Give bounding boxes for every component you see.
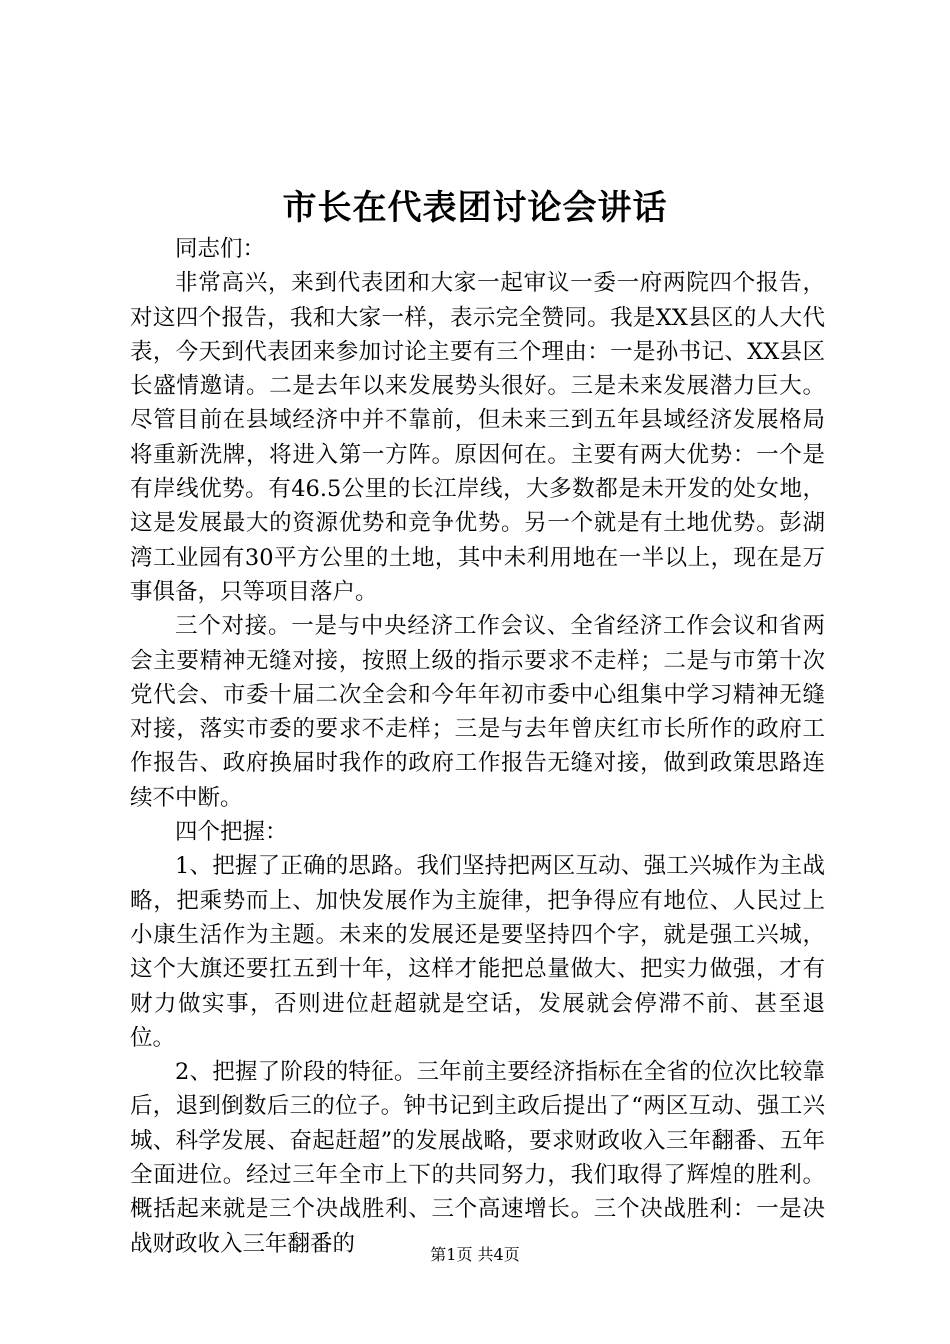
paragraph-salutation: 同志们： bbox=[175, 236, 266, 262]
paragraph-grasp-1: 1、把握了正确的思路。我们坚持把两区互动、强工兴城作为主战略，把乘势而上、加快发展作为主旋律，把争得应有地位、人民过上小康生活作为主题。未来的发展还是要坚持四个字，就是强工兴城，这个大旗还要扛五到十年，这样才能把总量做大、把实力做强，才有财力做实事，否则进位赶超就是空话，发展就会停滞不前、甚至退位。 bbox=[130, 853, 825, 1051]
paragraph-intro: 非常高兴，来到代表团和大家一起审议一委一府两院四个报告，对这四个报告，我和大家一样，表示完全赞同。我是XX县区的人大代表，今天到代表团来参加讨论主要有三个理由：一是孙书记、XX县区长盛情邀请。二是去年以来发展势头很好。三是未来发展潜力巨大。尽管目前在县域经济中并不靠前，但未来三到五年县域经济发展格局将重新洗牌，将进入第一方阵。原因何在。主要有两大优势：一个是有岸线优势。有46.5公里的长江岸线，大多数都是未开发的处女地，这是发展最大的资源优势和竞争优势。另一个就是有土地优势。彭湖湾工业园有30平方公里的土地，其中未利用地在一半以上，现在是万事俱备，只等项目落户。 bbox=[130, 270, 825, 605]
document-title: 市长在代表团讨论会讲话 bbox=[282, 188, 668, 228]
paragraph-three-connections: 三个对接。一是与中央经济工作会议、全省经济工作会议和省两会主要精神无缝对接，按照上级的指示要求不走样；二是与市第十次党代会、市委十届二次全会和今年年初市委中心组集中学习精神无缝对接，落实市委的要求不走样；三是与去年曾庆红市长所作的政府工作报告、政府换届时我作的政府工作报告无缝对接，做到政策思路连续不中断。 bbox=[130, 613, 825, 811]
document-body bbox=[130, 232, 825, 1261]
paragraph-four-grasps-heading: 四个把握： bbox=[175, 819, 288, 846]
page-footer: 第1页 共4页 bbox=[430, 1245, 520, 1264]
paragraph-grasp-2: 2、把握了阶段的特征。三年前主要经济指标在全省的位次比较靠后，退到倒数后三的位子。钟书记到主政后提出了“两区互动、强工兴城、科学发展、奋起赶超”的发展战略，要求财政收入三年翻番、五年全面进位。经过三年全市上下的共同努力，我们取得了辉煌的胜利。概括起来就是三个决战胜利、三个高速增长。三个决战胜利：一是决战财政收入三年翻番的 bbox=[130, 1059, 825, 1257]
